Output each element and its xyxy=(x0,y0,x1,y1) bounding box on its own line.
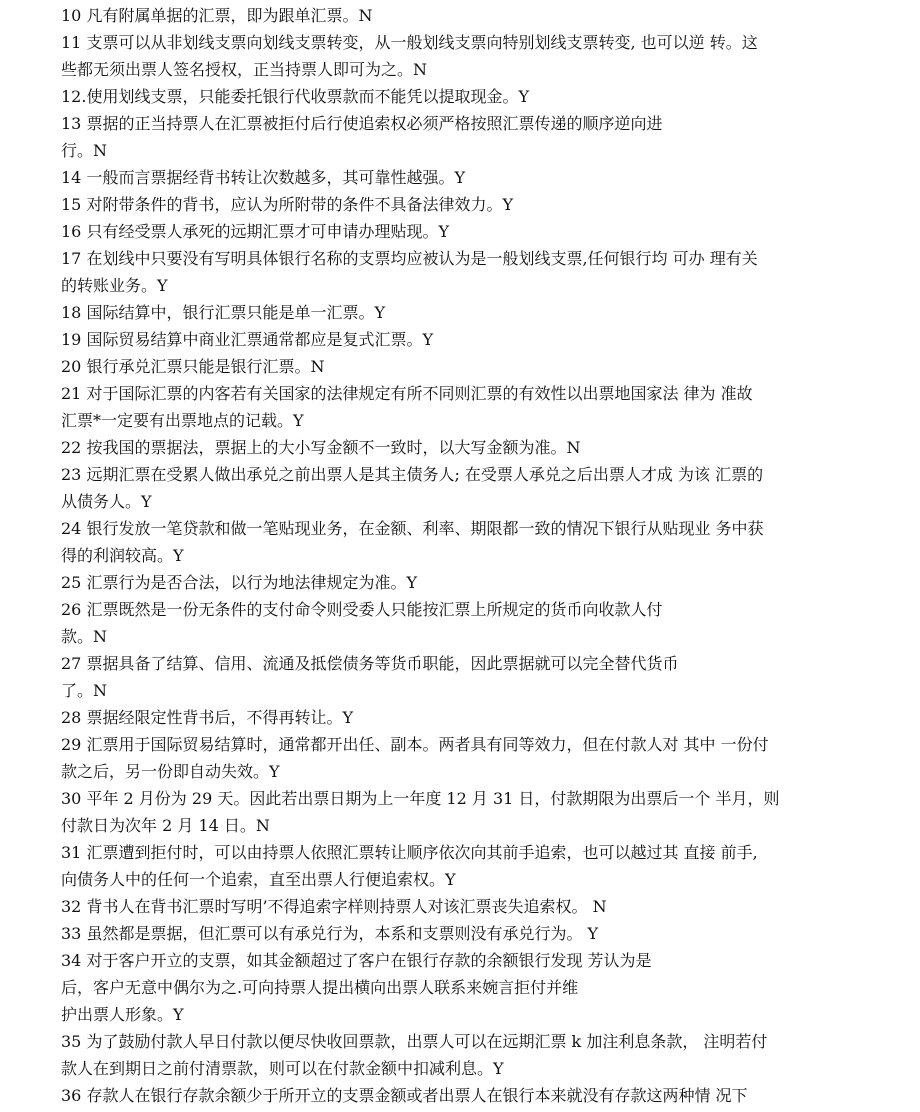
text-line: 行。N xyxy=(61,141,108,160)
text-line: 35 为了鼓励付款人早日付款以便尽快收回票款，出票人可以在远期汇票 k 加注利息条款， 注明若付 xyxy=(61,1032,768,1051)
text-line: 32 背书人在背书汇票时写明’不得追索字样则持票人对该汇票丧失追索权。 N xyxy=(61,897,607,916)
text-line: 33 虽然都是票据，但汇票可以有承兑行为，本系和支票则没有承兑行为。 Y xyxy=(61,924,599,943)
text-line: 23 远期汇票在受累人做出承兑之前出票人是其主债务人; 在受票人承兑之后出票人才成 为该 汇票的 xyxy=(61,465,764,484)
text-line: 14 一般而言票据经背书转让次数越多，其可靠性越强。Y xyxy=(61,168,466,187)
text-line: 36 存款人在银行存款余额少于所开立的支票金额或者出票人在银行本来就没有存款这两种情 况下 xyxy=(61,1086,748,1105)
text-line: 20 银行承兑汇票只能是银行汇票。N xyxy=(61,357,325,376)
text-line: 了。N xyxy=(61,681,108,700)
text-line: 款之后，另一份即自动失效。Y xyxy=(61,762,280,781)
text-line: 22 按我国的票据法，票据上的大小写金额不一致时，以大写金额为准。N xyxy=(61,438,581,457)
text-line: 后，客户无意中偶尔为之.可向持票人提出横向出票人联系来婉言拒付并维 xyxy=(61,978,579,997)
text-line: 11 支票可以从非划线支票向划线支票转变，从一般划线支票向特别划线支票转变, 也可以逆 转。这 xyxy=(61,33,758,52)
text-line: 25 汇票行为是否合法，以行为地法律规定为准。Y xyxy=(61,573,418,592)
text-line: 31 汇票遭到拒付时，可以由持票人依照汇票转让顺序依次向其前手追索，也可以越过其 直接 前手, xyxy=(61,843,758,862)
text-line: 向债务人中的任何一个追索，直至出票人行便追索权。Y xyxy=(61,870,456,889)
text-line: 款人在到期日之前付清票款，则可以在付款金额中扣减利息。Y xyxy=(61,1059,504,1078)
text-line: 些都无须出票人签名授权，正当持票人即可为之。N xyxy=(61,60,428,79)
text-line: 17 在划线中只要没有写明具体银行名称的支票均应被认为是一般划线支票,任何银行均 可办 理有关 xyxy=(61,249,758,268)
text-line: 30 平年 2 月份为 29 天。因此若出票日期为上一年度 12 月 31 日，付款期限为出票后一个 半月，则 xyxy=(61,789,780,808)
text-line: 27 票据具备了结算、信用、流通及抵偿债务等货币职能，因此票据就可以完全替代货币 xyxy=(61,654,679,673)
text-line: 汇票*一定要有出票地点的记载。Y xyxy=(61,411,304,430)
text-line: 10 凡有附属单据的汇票，即为跟单汇票。N xyxy=(61,6,373,25)
text-line: 15 对附带条件的背书，应认为所附带的条件不具备法律效力。Y xyxy=(61,195,514,214)
text-line: 12.使用划线支票，只能委托银行代收票款而不能凭以提取现金。Y xyxy=(61,87,530,106)
text-line: 29 汇票用于国际贸易结算时，通常都开出任、副本。两者具有同等效力，但在付款人对 其中 一份付 xyxy=(61,735,769,754)
text-line: 款。N xyxy=(61,627,108,646)
text-line: 护出票人形象。Y xyxy=(61,1005,184,1024)
text-line: 24 银行发放一笔贷款和做一笔贴现业务，在金额、利率、期限都一致的情况下银行从贴现业 务中获 xyxy=(61,519,764,538)
text-line: 16 只有经受票人承死的远期汇票才可申请办理贴现。Y xyxy=(61,222,450,241)
text-line: 18 国际结算中，银行汇票只能是单一汇票。Y xyxy=(61,303,386,322)
text-line: 的转账业务。Y xyxy=(61,276,168,295)
text-line: 从债务人。Y xyxy=(61,492,152,511)
text-line: 19 国际贸易结算中商业汇票通常都应是复式汇票。Y xyxy=(61,330,434,349)
text-line: 26 汇票既然是一份无条件的支付命令则受委人只能按汇票上所规定的货币向收款人付 xyxy=(61,600,663,619)
text-line: 付款日为次年 2 月 14 日。N xyxy=(61,816,270,835)
text-line: 13 票据的正当持票人在汇票被拒付后行使追索权必须严格按照汇票传递的顺序逆向进 xyxy=(61,114,663,133)
text-line: 28 票据经限定性背书后，不得再转让。Y xyxy=(61,708,354,727)
text-line: 21 对于国际汇票的内客若有关国家的法律规定有所不同则汇票的有效性以出票地国家法 律为 准故 xyxy=(61,384,753,403)
text-line: 34 对于客户开立的支票，如其金额超过了客户在银行存款的余额银行发现 芳认为是 xyxy=(61,951,652,970)
text-line: 得的利润较高。Y xyxy=(61,546,184,565)
